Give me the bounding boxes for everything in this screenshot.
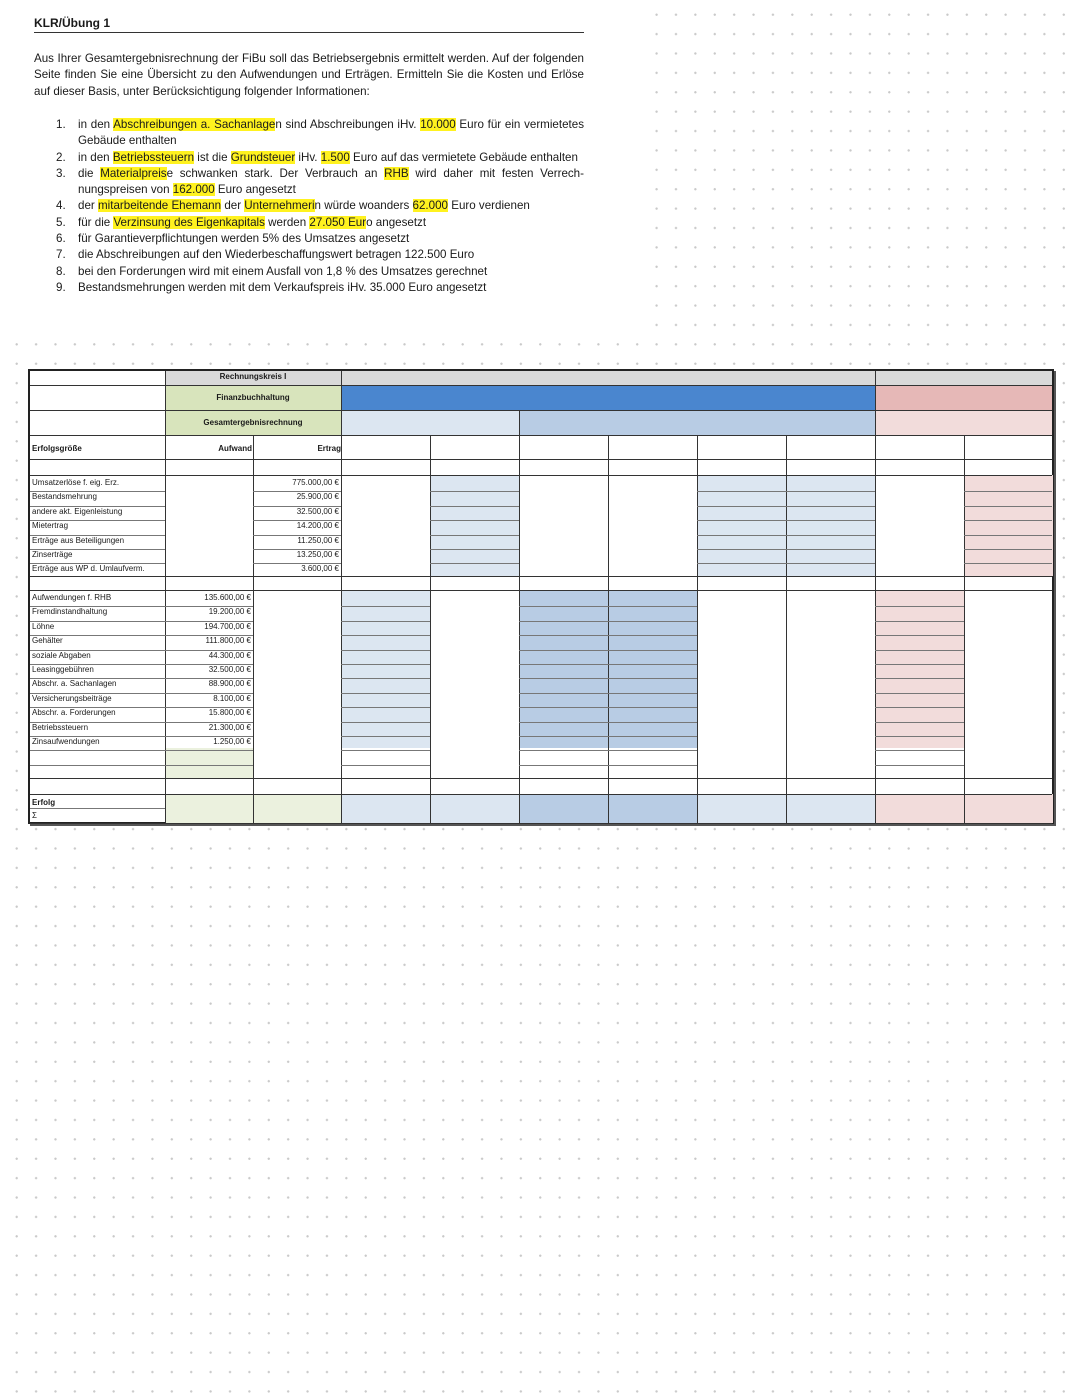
grid-line xyxy=(519,765,697,766)
aufwendungen-amount: 44.300,00 € xyxy=(208,650,251,660)
header-erfolgsgroesse: Erfolgsgröße xyxy=(32,444,82,453)
sum-cell xyxy=(608,794,697,823)
aufwendungen-label: Aufwendungen f. RHB xyxy=(32,593,112,602)
grid-line xyxy=(165,765,253,766)
ertraege-label: Mietertrag xyxy=(32,521,69,531)
info-item-number: 9. xyxy=(56,280,66,294)
info-item-number: 3. xyxy=(56,166,66,180)
aufwendungen-amount: 15.800,00 € xyxy=(208,708,251,718)
info-text: der xyxy=(78,199,98,213)
sum-cell xyxy=(519,794,608,823)
aufwendungen-label: Fremdinstandhaltung xyxy=(32,607,108,617)
info-text: für die xyxy=(78,215,114,229)
highlighted-text: Betriebssteuern xyxy=(112,150,195,164)
ertrag-column-fill xyxy=(430,475,519,576)
grid-line xyxy=(964,435,965,823)
grid-line xyxy=(341,722,430,723)
ertraege-label: Bestandsmehrung xyxy=(32,492,97,502)
ertraege-amount: 14.200,00 € xyxy=(296,521,339,531)
grid-line xyxy=(875,736,964,737)
grid-line xyxy=(964,506,1052,507)
info-text: in den xyxy=(78,118,114,131)
aufwendungen-label: Gehälter xyxy=(32,636,63,646)
grid-line xyxy=(341,693,430,694)
grid-line xyxy=(341,736,430,737)
header-band xyxy=(341,371,1052,385)
aufwendungen-label: soziale Abgaben xyxy=(32,650,91,660)
aufwendungen-amount: 8.100,00 € xyxy=(213,693,251,703)
grid-line xyxy=(341,650,430,651)
grid-line xyxy=(964,491,1052,492)
info-text: o angesetzt xyxy=(366,215,427,229)
aufwendungen-amount: 194.700,00 € xyxy=(204,621,251,631)
aufwendungen-amount: 88.900,00 € xyxy=(208,679,251,689)
grid-line xyxy=(30,823,1052,824)
ertraege-amount: 3.600,00 € xyxy=(301,564,339,574)
grid-line xyxy=(519,678,697,679)
aufwand-column-fill xyxy=(341,590,430,748)
grid-line xyxy=(341,371,342,823)
highlighted-text: Materialpreis xyxy=(100,166,167,180)
sigma-label: Σ xyxy=(32,811,37,820)
grid-line xyxy=(30,576,1052,577)
ertrag-column-fill xyxy=(697,475,786,576)
grid-line xyxy=(519,606,697,607)
header-ertrag: Ertrag xyxy=(317,444,341,453)
grid-line xyxy=(430,491,519,492)
sum-cell xyxy=(786,794,875,823)
grid-line xyxy=(786,435,787,823)
grid-line xyxy=(697,506,875,507)
grid-line xyxy=(875,693,964,694)
ertraege-amount: 25.900,00 € xyxy=(296,492,339,502)
aufwendungen-label: Zinsaufwendungen xyxy=(32,737,100,746)
grid-line xyxy=(875,722,964,723)
highlighted-text: 62.000 xyxy=(412,199,448,213)
info-item-number: 6. xyxy=(56,232,66,246)
grid-line xyxy=(964,563,1052,564)
grid-line xyxy=(964,549,1052,550)
grid-line xyxy=(519,736,697,737)
grid-line xyxy=(341,664,430,665)
header-band-blue xyxy=(341,385,875,410)
aufwendungen-amount: 135.600,00 € xyxy=(204,593,251,602)
info-text: Euro verdienen xyxy=(447,199,530,213)
grid-line xyxy=(30,385,1052,386)
ertrag-column-fill xyxy=(786,475,875,576)
sum-cell xyxy=(964,794,1053,823)
ertraege-label: Erträge aus Beteiligungen xyxy=(32,535,125,545)
aufwendungen-amount: 19.200,00 € xyxy=(208,607,251,617)
grid-line xyxy=(519,750,697,751)
ertraege-label: andere akt. Eigenleistung xyxy=(32,506,123,516)
ertrag-column-fill xyxy=(964,475,1053,576)
grid-line xyxy=(30,808,165,809)
aufwendungen-label: Versicherungsbeiträge xyxy=(32,693,112,703)
info-text: bei den Forderungen wird mit einem Ausfall von 1,8 % des Umsatzes gerechnet xyxy=(78,264,488,278)
grid-line xyxy=(341,606,430,607)
highlighted-text: Abschreibungen a. Sachanlage xyxy=(113,118,276,131)
info-item xyxy=(56,247,584,263)
highlighted-text: RHB xyxy=(384,166,409,180)
grid-line xyxy=(430,535,519,536)
aufwendungen-amount: 32.500,00 € xyxy=(208,665,251,674)
grid-line xyxy=(341,678,430,679)
grid-line xyxy=(30,410,1052,411)
info-item xyxy=(56,231,584,247)
aufwendungen-label: Leasinggebühren xyxy=(32,665,94,674)
header-aufwand: Aufwand xyxy=(218,444,252,453)
info-text: n würde woanders xyxy=(314,199,413,213)
ertraege-amount: 13.250,00 € xyxy=(296,550,339,559)
grid-line xyxy=(697,520,875,521)
information-list xyxy=(56,117,584,296)
info-item xyxy=(56,166,584,199)
grid-line xyxy=(430,506,519,507)
grid-line xyxy=(697,549,875,550)
info-item-number: 8. xyxy=(56,264,66,278)
ertraege-label: Zinserträge xyxy=(32,550,73,559)
grid-line xyxy=(341,707,430,708)
ertraege-amount: 32.500,00 € xyxy=(296,506,339,516)
ertraege-amount: 11.250,00 € xyxy=(297,535,339,545)
info-text: wird daher mit festen Verrech-nungspreisen von xyxy=(78,166,584,197)
info-text: die Abschreibungen auf den Wiederbeschaffungswert betragen 122.500 Euro xyxy=(78,248,475,262)
sum-cell xyxy=(165,794,254,823)
grid-line xyxy=(30,750,165,751)
highlighted-text: mitarbeitende Ehemann xyxy=(97,199,222,213)
highlighted-text: Unternehmeri xyxy=(244,199,315,213)
info-item xyxy=(56,150,584,166)
highlighted-text: 1.500 xyxy=(320,150,350,164)
info-text: Euro angesetzt xyxy=(214,183,296,197)
grid-line xyxy=(697,563,875,564)
aufwendungen-amount: 1.250,00 € xyxy=(213,737,251,746)
grid-line xyxy=(519,410,520,823)
grid-line xyxy=(519,693,697,694)
header-finanzbuchhaltung: Finanzbuchhaltung xyxy=(216,393,290,402)
ertraege-label: Umsatzerlöse f. eig. Erz. xyxy=(32,478,120,487)
grid-line xyxy=(30,794,1052,795)
sum-cell xyxy=(430,794,519,823)
aufwand-column-fill xyxy=(519,590,608,748)
grid-line xyxy=(519,621,697,622)
aufwand-column-fill xyxy=(608,590,697,748)
grid-line xyxy=(519,650,697,651)
info-text: die xyxy=(78,166,101,180)
grid-line xyxy=(875,621,964,622)
grid-line xyxy=(697,435,698,823)
grid-line xyxy=(875,371,876,823)
header-band-blue-light xyxy=(341,410,519,435)
info-text: e schwanken stark. Der Verbrauch an xyxy=(166,166,385,180)
results-table xyxy=(28,369,1054,824)
grid-line xyxy=(875,650,964,651)
info-text: n sind Abschreibungen iHv. xyxy=(275,118,421,131)
aufwand-column-fill xyxy=(875,590,964,748)
header-rechnungskreis: Rechnungskreis I xyxy=(219,372,287,381)
header-band-pink-light xyxy=(875,410,1052,435)
sum-cell xyxy=(697,794,786,823)
grid-line xyxy=(875,635,964,636)
info-text: iHv. xyxy=(295,150,321,164)
header-band-blue-mid xyxy=(519,410,875,435)
grid-line xyxy=(430,520,519,521)
sum-cell xyxy=(875,794,964,823)
highlighted-text: Verzinsung des Eigenkapitals xyxy=(113,215,265,229)
erfolg-label: Erfolg xyxy=(32,798,56,807)
info-text: ist die xyxy=(194,150,231,164)
aufwand-sum-cell xyxy=(165,748,253,778)
grid-line xyxy=(341,765,430,766)
info-item-number: 4. xyxy=(56,199,66,213)
info-item xyxy=(56,264,584,280)
grid-line xyxy=(430,563,519,564)
highlighted-text: 162.000 xyxy=(172,183,215,197)
info-item-number: 2. xyxy=(56,150,66,164)
grid-line xyxy=(30,778,1052,779)
highlighted-text: Grundsteuer xyxy=(230,150,296,164)
grid-line xyxy=(875,707,964,708)
ertraege-label: Erträge aus WP d. Umlaufverm. xyxy=(32,564,145,574)
grid-line xyxy=(519,635,697,636)
info-text: werden xyxy=(264,215,310,229)
aufwendungen-label: Abschr. a. Sachanlagen xyxy=(32,679,117,689)
info-text: der xyxy=(221,199,245,213)
aufwendungen-label: Abschr. a. Forderungen xyxy=(32,708,116,718)
grid-line xyxy=(519,664,697,665)
grid-line xyxy=(875,606,964,607)
grid-line xyxy=(875,750,964,751)
grid-line xyxy=(341,750,430,751)
grid-line xyxy=(341,635,430,636)
highlighted-text: 10.000 xyxy=(420,118,456,131)
info-text: in den xyxy=(78,150,113,164)
aufwendungen-amount: 21.300,00 € xyxy=(208,722,251,732)
info-item xyxy=(56,198,584,214)
grid-line xyxy=(875,678,964,679)
grid-line xyxy=(697,535,875,536)
grid-line xyxy=(519,707,697,708)
grid-line xyxy=(165,750,253,751)
sum-cell xyxy=(253,794,342,823)
intro-paragraph: Aus Ihrer Gesamtergebnisrechnung der FiBu soll das Betriebsergebnis ermittelt werden. Auf der folgenden Seite finden Sie eine Übersicht zu den Aufwendungen und Erträgen. Ermitteln Sie die Kosten und Erlöse auf dieser Basis, unter Berücksichtigung folgender Informationen: xyxy=(34,52,584,98)
grid-line xyxy=(30,765,165,766)
grid-line xyxy=(30,590,1052,591)
sum-cell xyxy=(341,794,430,823)
info-item xyxy=(56,117,584,150)
grid-line xyxy=(341,621,430,622)
page-title: KLR/Übung 1 xyxy=(34,16,584,33)
grid-line xyxy=(30,435,1052,436)
grid-line xyxy=(430,435,431,823)
aufwendungen-label: Löhne xyxy=(32,621,55,631)
info-item xyxy=(56,280,584,296)
header-band-pink xyxy=(875,385,1052,410)
ertraege-amount: 775.000,00 € xyxy=(292,478,339,487)
grid-line xyxy=(519,722,697,723)
header-gesamtergebnisrechnung: Gesamtergebnisrechnung xyxy=(203,418,303,427)
grid-line xyxy=(30,459,1052,460)
grid-line xyxy=(697,491,875,492)
info-text: für Garantieverpflichtungen werden 5% des Umsatzes angesetzt xyxy=(78,232,410,246)
info-item-number: 5. xyxy=(56,215,66,229)
info-item-number: 7. xyxy=(56,248,66,262)
grid-line xyxy=(875,664,964,665)
info-text: Bestandsmehrungen werden mit dem Verkaufspreis iHv. 35.000 Euro angesetzt xyxy=(78,280,487,294)
aufwendungen-amount: 111.800,00 € xyxy=(205,636,251,646)
info-text: Euro für ein vermietetes Gebäude enthalten xyxy=(78,118,584,148)
highlighted-text: 27.050 Eur xyxy=(309,215,367,229)
info-item-number: 1. xyxy=(56,118,66,131)
grid-line xyxy=(964,535,1052,536)
info-text: Euro auf das vermietete Gebäude enthalten xyxy=(349,150,578,164)
grid-line xyxy=(430,549,519,550)
grid-line xyxy=(875,765,964,766)
info-item xyxy=(56,215,584,231)
grid-line xyxy=(30,475,1052,476)
aufwendungen-label: Betriebssteuern xyxy=(32,722,89,732)
grid-line xyxy=(964,520,1052,521)
